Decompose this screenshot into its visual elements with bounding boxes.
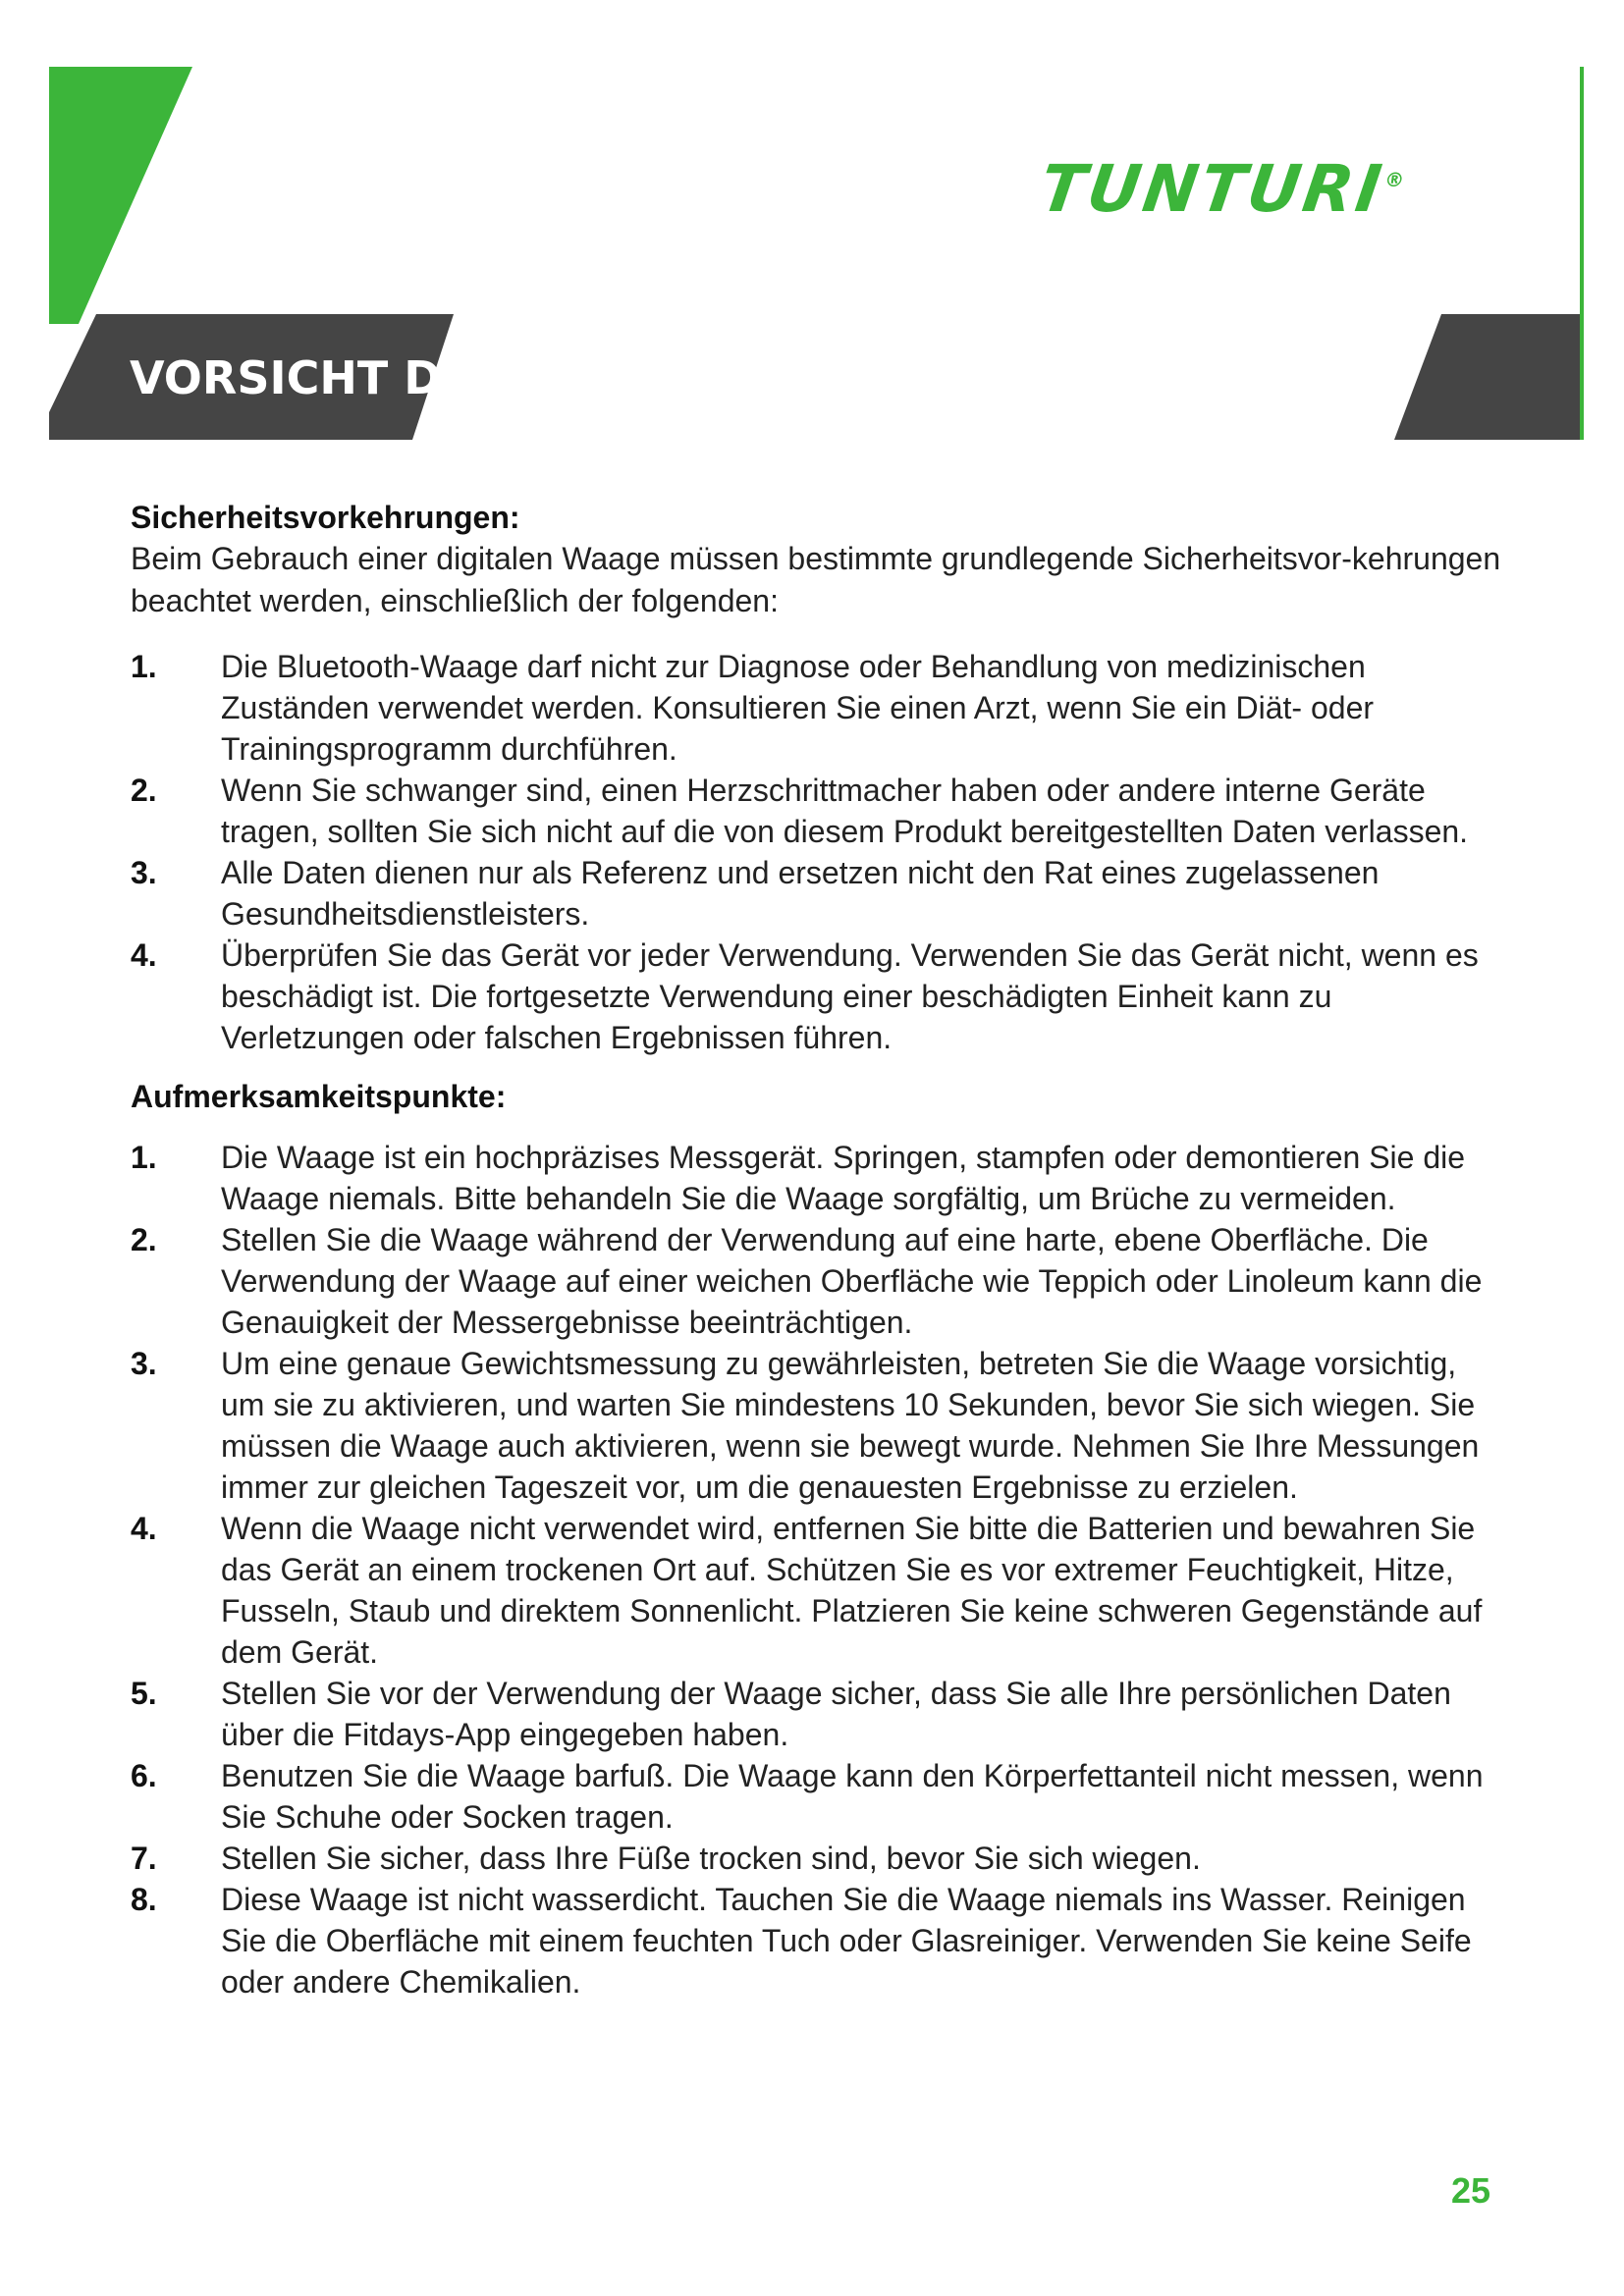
section-heading-safety: Sicherheitsvorkehrungen: [131, 500, 520, 535]
item-number: 3. [131, 855, 157, 890]
item-text: Wenn die Waage nicht verwendet wird, entfernen Sie bitte die Batterien und bewahren Sie das Gerät an einem trockenen Ort auf. Schützen Sie es vor extremer Feuchtigkeit, Hitze, Fusseln, Staub und direktem Sonnenlicht. Platzieren Sie keine schweren Gegenstände auf dem Gerät. [221, 1511, 1483, 1670]
list-item [131, 1219, 1505, 1343]
list-item [131, 1838, 1505, 1879]
list-item [131, 1879, 1505, 2002]
item-text: Überprüfen Sie das Gerät vor jeder Verwendung. Verwenden Sie das Gerät nicht, wenn es beschädigt ist. Die fortgesetzte Verwendung einer beschädigten Einheit kann zu Verletzungen oder falschen Ergebnissen führen. [221, 937, 1479, 1055]
tunturi-logo: TUNTURI® [1035, 151, 1406, 227]
section-intro: Beim Gebrauch einer digitalen Waage müssen bestimmte grundlegende Sicherheitsvor-kehrungen beachtet werden, einschließlich der folgenden: [131, 541, 1501, 618]
list-item [131, 934, 1505, 1058]
item-number: 4. [131, 937, 157, 973]
registered-mark: ® [1382, 168, 1406, 191]
attention-list [131, 1137, 1505, 2002]
list-item [131, 1673, 1505, 1755]
item-number: 2. [131, 1222, 157, 1257]
item-number: 7. [131, 1841, 157, 1876]
list-item [131, 770, 1505, 852]
item-number: 1. [131, 1140, 157, 1175]
list-item [131, 1343, 1505, 1508]
page-content [131, 497, 1505, 2002]
list-item [131, 1508, 1505, 1673]
item-number: 3. [131, 1346, 157, 1381]
section-heading-attention: Aufmerksamkeitspunkte: [131, 1079, 507, 1114]
item-text: Die Bluetooth-Waage darf nicht zur Diagnose oder Behandlung von medizinischen Zuständen verwendet werden. Konsultieren Sie einen Arzt, wenn Sie ein Diät- oder Trainingsprogramm durchführen. [221, 649, 1375, 767]
list-item [131, 646, 1505, 770]
item-text: Alle Daten dienen nur als Referenz und ersetzen nicht den Rat eines zugelassenen Gesundheitsdienstleisters. [221, 855, 1380, 932]
item-number: 5. [131, 1676, 157, 1711]
gray-corner-shape [1394, 314, 1584, 440]
list-item [131, 852, 1505, 934]
item-text: Stellen Sie die Waage während der Verwendung auf eine harte, ebene Oberfläche. Die Verwendung der Waage auf einer weichen Oberfläche wie Teppich oder Linoleum kann die Genauigkeit der Messergebnisse beeinträchtigen. [221, 1222, 1483, 1340]
item-number: 2. [131, 773, 157, 808]
banner-title: VORSICHT DIESE GRUNDLEGENDEN [130, 351, 1024, 404]
item-text: Wenn Sie schwanger sind, einen Herzschrittmacher haben oder andere interne Geräte tragen, sollten Sie sich nicht auf die von diesem Produkt bereitgestellten Daten verlassen. [221, 773, 1469, 849]
item-text: Die Waage ist ein hochpräzises Messgerät. Springen, stampfen oder demontieren Sie die Waage niemals. Bitte behandeln Sie die Waage sorgfältig, um Brüche zu vermeiden. [221, 1140, 1466, 1216]
page-number: 25 [1451, 2170, 1491, 2211]
right-edge-rule [1580, 67, 1584, 440]
item-text: Stellen Sie sicher, dass Ihre Füße trocken sind, bevor Sie sich wiegen. [221, 1841, 1201, 1876]
item-number: 6. [131, 1758, 157, 1793]
item-text: Stellen Sie vor der Verwendung der Waage sicher, dass Sie alle Ihre persönlichen Daten über die Fitdays-App eingegeben haben. [221, 1676, 1451, 1752]
item-number: 8. [131, 1882, 157, 1917]
item-number: 1. [131, 649, 157, 684]
item-text: Benutzen Sie die Waage barfuß. Die Waage kann den Körperfettanteil nicht messen, wenn Sie Schuhe oder Socken tragen. [221, 1758, 1484, 1835]
item-text: Um eine genaue Gewichtsmessung zu gewährleisten, betreten Sie die Waage vorsichtig, um sie zu aktivieren, und warten Sie mindestens 10 Sekunden, bevor Sie sich wiegen. Sie müssen die Waage auch aktivieren, wenn sie bewegt wurde. Nehmen Sie Ihre Messungen immer zur gleichen Tageszeit vor, um die genauesten Ergebnisse zu erzielen. [221, 1346, 1480, 1505]
item-text: Diese Waage ist nicht wasserdicht. Tauchen Sie die Waage niemals ins Wasser. Reinigen Sie die Oberfläche mit einem feuchten Tuch oder Glasreiniger. Verwenden Sie keine Seife oder andere Chemikalien. [221, 1882, 1472, 2000]
safety-list [131, 646, 1505, 1058]
list-item [131, 1137, 1505, 1219]
item-number: 4. [131, 1511, 157, 1546]
list-item [131, 1755, 1505, 1838]
green-slash-shape [49, 67, 192, 324]
